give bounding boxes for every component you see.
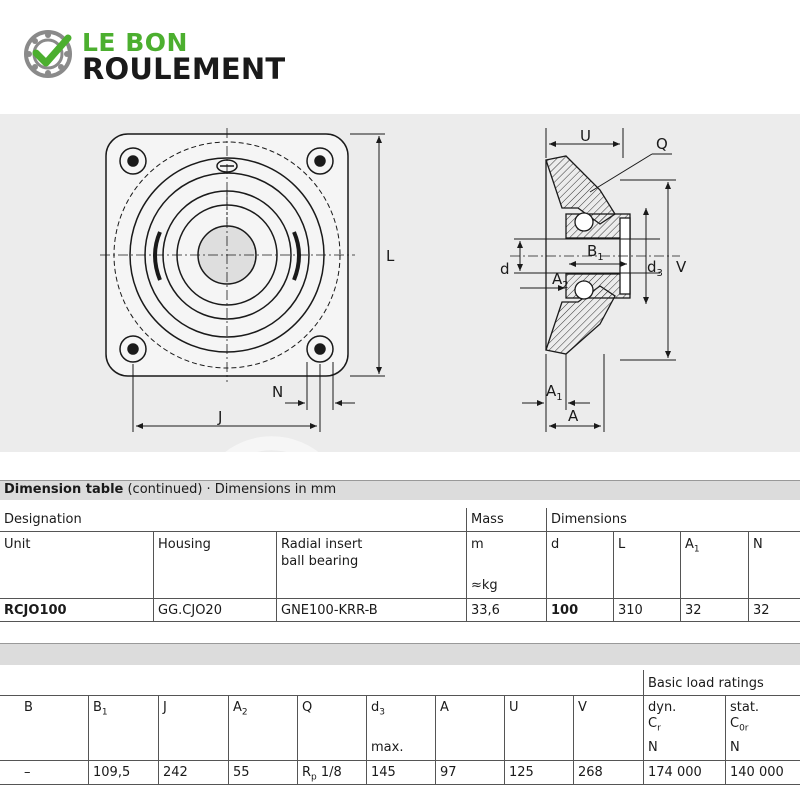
- header-mass: Mass: [471, 512, 504, 527]
- label-A1: $A_1$: [546, 382, 563, 403]
- header-dimensions: Dimensions: [551, 512, 627, 527]
- label-d: d: [500, 260, 510, 278]
- row-J: 242: [163, 765, 188, 780]
- header-B: B: [24, 700, 33, 715]
- row-B1: 109,5: [93, 765, 131, 780]
- header-B1: $B_1$: [93, 700, 108, 718]
- header-designation: Designation: [4, 512, 82, 527]
- header-insert-line1: Radial insert: [281, 537, 363, 552]
- header-insert-line2: ball bearing: [281, 554, 359, 569]
- header-unit-N-stat: N: [730, 740, 740, 755]
- label-N: N: [272, 383, 284, 401]
- table-separator-bar: [0, 643, 800, 665]
- row-U: 125: [509, 765, 534, 780]
- label-L: L: [386, 247, 395, 265]
- header-dyn: dyn.: [648, 700, 677, 715]
- header-m: m: [471, 537, 484, 552]
- row-mass: 33,6: [471, 603, 500, 618]
- row-d: 100: [551, 603, 579, 618]
- row-A2: 55: [233, 765, 250, 780]
- label-V: V: [676, 258, 687, 276]
- header-unit-N-dyn: N: [648, 740, 658, 755]
- row-B: –: [24, 765, 31, 780]
- row-C0r: 140 000: [730, 765, 784, 780]
- row-d3: 145: [371, 765, 396, 780]
- label-Q: Q: [656, 135, 668, 153]
- row-unit: RCJO100: [4, 603, 67, 618]
- header-J: J: [163, 700, 167, 715]
- brand-line2: ROULEMENT: [82, 52, 286, 86]
- table1-title: Dimension table (continued) · Dimensions in mm: [4, 482, 337, 497]
- front-view: [100, 128, 355, 382]
- row-housing: GG.CJO20: [158, 603, 222, 618]
- header-Q: Q: [302, 700, 313, 715]
- header-max: max.: [371, 740, 404, 755]
- header-d3: $d_3$: [371, 700, 385, 718]
- label-J: J: [218, 408, 223, 426]
- header-C0r: $C_{0r}$: [730, 716, 749, 734]
- header-U: U: [509, 700, 519, 715]
- row-N: 32: [753, 603, 770, 618]
- header-A2: $A_2$: [233, 700, 248, 718]
- brand-line1: LE BON: [82, 28, 188, 57]
- header-A1: $A_1$: [685, 537, 700, 555]
- brand-logo: [22, 22, 322, 88]
- label-A2: $A_2$: [552, 270, 569, 291]
- header-A: A: [440, 700, 449, 715]
- header-housing: Housing: [158, 537, 211, 552]
- row-L: 310: [618, 603, 643, 618]
- header-basic-load: Basic load ratings: [648, 676, 764, 691]
- header-unit: Unit: [4, 537, 31, 552]
- header-stat: stat.: [730, 700, 760, 715]
- label-A: A: [568, 407, 579, 425]
- header-N: N: [753, 537, 763, 552]
- technical-drawing: [0, 114, 800, 452]
- row-V: 268: [578, 765, 603, 780]
- header-kg: ≈kg: [471, 578, 498, 593]
- header-d: d: [551, 537, 560, 552]
- label-B1: $B_1$: [587, 242, 604, 263]
- label-U: U: [580, 127, 591, 145]
- header-L: L: [618, 537, 626, 552]
- bearing-unit-drawing: [0, 114, 800, 452]
- header-V: V: [578, 700, 587, 715]
- header-Cr: $C_r$: [648, 716, 661, 734]
- row-insert: GNE100-KRR-B: [281, 603, 378, 618]
- label-d3: $d_3$: [647, 258, 663, 279]
- bearing-check-icon: [22, 26, 78, 82]
- row-A1: 32: [685, 603, 702, 618]
- row-Cr: 174 000: [648, 765, 702, 780]
- row-A: 97: [440, 765, 457, 780]
- row-Q: $R_p$ 1/8: [302, 765, 342, 783]
